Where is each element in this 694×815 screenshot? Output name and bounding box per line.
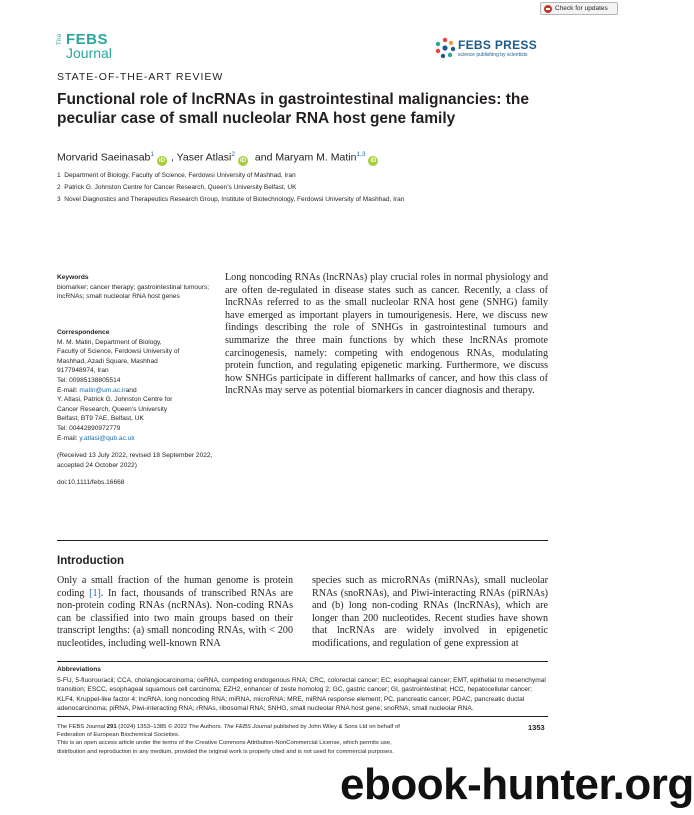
check-for-updates-button[interactable] [540, 2, 618, 15]
correspondence-line: Mashhad, Azadi Square, Mashhad [57, 357, 158, 365]
affiliation [57, 184, 296, 191]
footer-text: The FEBS Journal [57, 724, 107, 730]
citation-link[interactable]: [1] [89, 587, 101, 599]
affiliation-number: 2 [57, 184, 61, 191]
press-name: FEBS PRESS [458, 38, 538, 52]
correspondence-block [57, 328, 217, 488]
affiliation-number: 3 [57, 196, 61, 203]
author-affiliation-ref[interactable]: 1 [150, 151, 155, 158]
press-dots-icon [434, 37, 456, 59]
author-name: Yaser Atlasi [176, 151, 232, 164]
correspondence-line: Tel: 00442890972779 [57, 424, 121, 432]
email-line [57, 434, 217, 444]
footer-volume: 291 [106, 724, 117, 730]
footer-license [57, 723, 477, 756]
affiliation-text: Novel Diagnostics and Therapeutics Research Group, Institute of Biotechnology, Ferdowsi University of Mashhad, Iran [64, 196, 405, 203]
doi[interactable]: doi:10.1111/febs.16668 [57, 479, 125, 487]
keywords-block [57, 273, 217, 302]
divider [57, 661, 548, 662]
logo-name: FEBS [66, 31, 109, 48]
email-label: E-mail: [57, 386, 78, 394]
introduction-heading: Introduction [57, 555, 125, 567]
watermark: ebook-hunter.org [340, 760, 694, 809]
intro-column-1 [57, 575, 293, 651]
update-icon [544, 5, 552, 13]
author-list [57, 151, 382, 166]
email-line [57, 386, 217, 396]
affiliation-number: 1 [57, 172, 61, 179]
author-name: Morvarid Saeinasab [57, 151, 151, 164]
footer-text: (2024) 1353–1385 © 2022 The Authors. [116, 724, 224, 730]
press-tagline: science publishing by scientists [458, 52, 528, 58]
footer-line: This is an open access article under the terms of the Creative Commons Attribution-NonCommercial License, which permits use, [57, 740, 392, 747]
divider [57, 716, 548, 717]
email-label: E-mail: [57, 434, 78, 442]
correspondence-line: M. M. Matin, Department of Biology, [57, 338, 162, 346]
affiliation [57, 196, 404, 203]
email-link[interactable]: y.atlasi@qub.ac.uk [79, 434, 135, 442]
received-dates: (Received 13 July 2022, revised 18 September 2022, accepted 24 October 2022) [57, 452, 213, 469]
section-label: STATE-OF-THE-ART REVIEW [57, 71, 224, 83]
intro-text: Only a small fraction of the human genome is protein coding [57, 575, 293, 599]
email-suffix: and [125, 386, 137, 394]
logo-suffix: Journal [66, 45, 112, 61]
author-affiliation-ref[interactable]: 1,3 [356, 151, 366, 158]
author-affiliation-ref[interactable]: 2 [231, 151, 235, 158]
abstract: Long noncoding RNAs (lncRNAs) play crucial roles in normal physiology and are often de-regulated in disease states such as cancer. Recently, a class of lncRNAs referred to as the small nucleolar RNA host gene (SNHG) family have emerged as important players in tumourigenesis. Here, we discuss new findings describing the role of SNHGs in gastrointestinal tumours and summarize the three main functions by which these lncRNAs promote carcinogenesis, namely: competing with endogenous RNAs, modulating protein function, and regulating epigenetic marking. Furthermore, we discuss how SNHGs participate in different hallmarks of cancer, and how this class of lncRNAs may serve as potential biomarkers in cancer diagnosis and therapy. [225, 272, 548, 397]
orcid-icon[interactable]: iD [370, 157, 377, 164]
footer-text: published by John Wiley & Sons Ltd on behalf of [271, 724, 400, 730]
orcid-icon[interactable]: iD [159, 157, 166, 164]
affiliation [57, 172, 296, 179]
article-title: Functional role of lncRNAs in gastrointestinal malignancies: the peculiar case of small nucleolar RNA host gene family [57, 91, 529, 127]
page-number: 1353 [528, 723, 545, 732]
author-and: and [254, 151, 273, 164]
footer-journal: The FEBS Journal [223, 724, 272, 730]
abbreviations-heading: Abbreviations [57, 666, 101, 673]
correspondence-line: 9177948974, Iran [57, 367, 109, 375]
email-link[interactable]: matin@um.ac.ir [79, 386, 126, 394]
check-for-updates-label: Check for updates [555, 5, 608, 12]
affiliation-text: Department of Biology, Faculty of Science, Ferdowsi University of Mashhad, Iran [64, 172, 296, 179]
intro-column-2: species such as microRNAs (miRNAs), small nucleolar RNAs (snoRNAs), and Piwi-interacting RNAs (piRNAs) and (b) long non-coding RNAs (lncRNAs), which are longer than 200 nucleotides. Recent studies have shown that lncRNAs are widely involved in epigenetic modifications, and regulation of gene expression at [312, 575, 548, 649]
correspondence-line: Faculty of Science, Ferdowsi University of [57, 348, 180, 356]
correspondence-line: Cancer Research, Queen’s University [57, 405, 168, 413]
febs-press-logo [434, 37, 544, 63]
intro-text: . In fact, thousands of transcribed RNAs are non-protein coding RNAs (ncRNAs). Non-coding RNAs can be classified into two main groups based on their transcript lengths: (a) small noncoding RNAs, with < 200 nucleotides, including well-known RNA [57, 587, 293, 649]
footer-line [57, 723, 477, 731]
keywords-text: biomarker; cancer therapy; gastrointestinal tumours; lncRNAs; small nucleolar RNA host genes [57, 283, 210, 301]
footer-line: distribution and reproduction in any medium, provided the original work is properly cited and is not used for commercial purposes. [57, 748, 394, 755]
footer-line: Federation of European Biochemical Societies. [57, 732, 180, 739]
correspondence-line: Y. Atlasi, Patrick G. Johnston Centre for [57, 396, 173, 404]
keywords-heading: Keywords [57, 274, 89, 281]
author-name: Maryam M. Matin [275, 151, 357, 164]
abbreviations-text: 5-FU, 5-fluorouracil; CCA, cholangiocarcinoma; ceRNA, competing endogenous RNA; CRC, colorectal cancer; EC, esophageal cancer; EMT, epithelial to mesenchymal transition; ESCC, esophageal squamous cell carcinoma; EZH2, enhancer of zeste homolog 2; GC, gastric cancer; GI, gastrointestinal; HCC, hepatocellular cancer; KLF4, Kruppel-like factor 4; lncRNA, long noncoding RNA; miRNA, microRNA; MRE, miRNA response element; PC, pancreatic cancer; PDAC, pancreatic ductal adenocarcinoma; piRNA, Piwi-interacting RNA; rRNAs, ribosomal RNA; SNHG, small nucleolar RNA host gene; snoRNA, small nucleolar RNA. [57, 677, 546, 713]
author-separator: , [171, 151, 174, 164]
correspondence-line: Belfast, BT9 7AE, Belfast, UK [57, 415, 144, 423]
correspondence-heading: Correspondence [57, 329, 110, 336]
orcid-icon[interactable]: iD [239, 157, 246, 164]
affiliation-text: Patrick G. Johnston Centre for Cancer Research, Queen’s University Belfast, UK [64, 184, 297, 191]
correspondence-line: Tel: 00985138805514 [57, 376, 121, 384]
divider [57, 540, 548, 541]
logo-prefix: The [57, 33, 63, 45]
